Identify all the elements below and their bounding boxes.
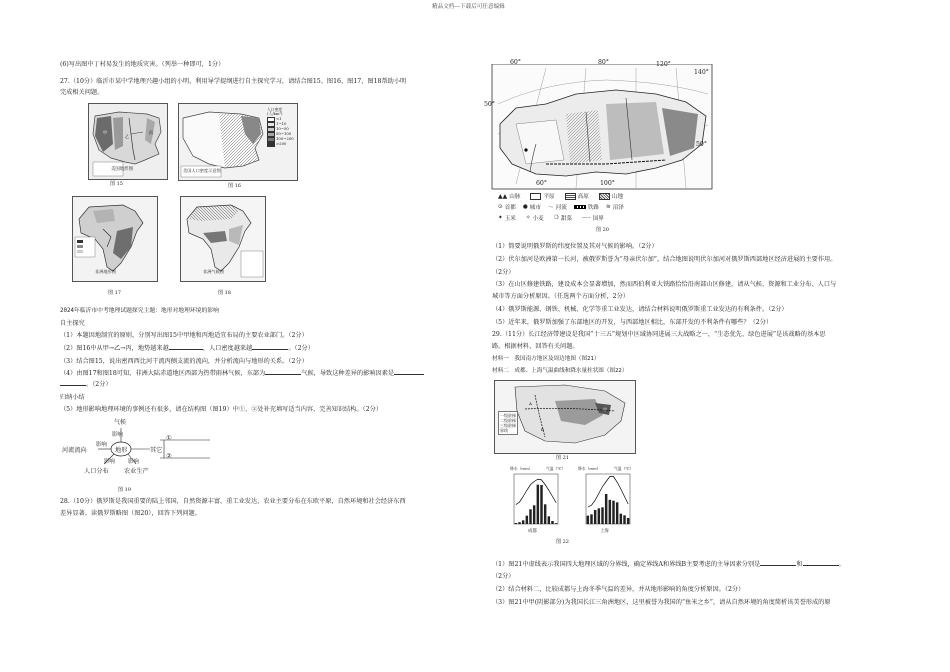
edge-label-influence: 影响 [104,459,115,465]
chengdu-precip-bar [518,522,520,524]
q28-part3-line2: 城市等方面分析原因。（任选两个方面分析，2分） [492,293,629,300]
blank-marker-1[interactable]: ① [166,434,172,442]
chengdu-precip-bar [540,485,542,524]
q27-part2-text-c: 。（2分） [288,345,314,352]
q27-part4-tail [60,380,112,390]
legend-label: 二级阶梯 [500,418,516,423]
legend-label: 50~100 [276,131,292,137]
answer-blank[interactable] [60,385,86,386]
chengdu-precip-bar [533,505,535,524]
shanghai-precip-bar [601,507,603,524]
q27-part1: （1）本题因地制宜的原则，分别写出图15中甲地和丙地适宜布局的主要农业部门。（2分） [60,332,308,339]
exploration-theme: 2024年临沂市中考地理试题探究主题：地形对地理环境的影响 [60,308,219,314]
legend-label: 100~200 [276,136,294,142]
chengdu-precip-bar [544,504,546,524]
legend-corn: ✦ 玉米 [498,215,516,222]
shanghai-precip-bar [598,508,600,524]
legend-beet: ❍ 甜菜 [553,215,572,222]
legend-label: 三级阶梯 [500,423,516,428]
q28-part4: （4）俄罗斯能源、钢铁、机械、化学等重工业发达，请结合材料说明俄罗斯重工业发达的有利条件。（2分） [492,306,788,313]
legend-swamp: ≋ 沼泽 [606,204,624,211]
lat-label: 60° [536,180,547,187]
lat-label: 50° [696,141,707,148]
figure-19-caption: 图 19 [118,487,131,493]
figure-22-caption: 图 22 [556,539,569,545]
legend-label: 界线 [500,428,508,433]
self-explore-heading: 自主探究 [60,320,85,327]
legend-label: >200 [276,141,287,147]
lat-label: 140° [694,69,709,76]
q28-part1: （1）简要说明俄罗斯的纬度位置及其对气候的影响。（2分） [492,243,658,250]
legend-wheat: ✧ 小麦 [525,215,544,222]
figure-18-title: 非洲气候图 [203,269,224,274]
edge-label-influence: 影响 [128,459,139,465]
y-axis-right-label: 气温（℃） [546,466,566,471]
svg-text:A: A [529,401,532,406]
city-label-shanghai: 上海 [600,529,609,534]
legend-river: 〜 河流 [547,205,567,211]
q28-part3-line1: （3）在山区修建铁路，建设成本会显著增加，然而西伯利亚大铁路恰恰沿南部山区修建，请从气候、资源和工业分布、人口与 [492,281,837,288]
chengdu-precip-bar [526,516,528,524]
material-1: 材料一 我国南方地区及周边地图（图21） [492,356,600,362]
shanghai-precip-bar [616,502,618,524]
q28-part2-line1: （2）伏尔加河是欧洲第一长河，被俄罗斯誉为“母亲伏尔加”，结合地图说明伏尔加河对俄罗斯西部地区经济进展的主要作用。 [492,256,837,263]
node-climate: 气候 [114,419,127,426]
legend-label: <1 [276,116,282,122]
shanghai-precip-bar [609,500,611,524]
legend-railway: 铁路 [574,203,599,211]
q28-part5: （5）近年来，俄罗斯加强了东部地区的开发，与西部地区相比，东部开发的不利条件有哪些？（2分） [492,319,773,326]
figure-16-legend [267,108,294,147]
svg-text:甲: 甲 [103,130,107,135]
legend-item [267,142,294,147]
q29-intro-line1: 29.（11分）长江经济带建设是我国“十三五”规划中区域协同进展三大战略之一，“生态优先、绿色进展”是该战略的基本思 [492,331,826,338]
figure-16-us-population-density [178,103,298,181]
chengdu-precip-bar [529,509,531,524]
q27-part4 [60,369,424,379]
shanghai-precip-bar [623,515,625,524]
q27-part4-text-c: 。（2分） [86,381,112,388]
figure-15-title: 美国地形图 [111,167,133,172]
node-other: 其它 [150,447,163,454]
q29-part2: （2）结合材料二，比较成都与上海冬季气温的差异，并从地形影响的角度分析原因。（2分） [492,586,745,593]
figure-21-caption: 图 21 [556,455,569,461]
chengdu-plot-frame [514,474,558,524]
summary-heading: 归纳小结 [60,394,85,401]
q28-part2-line2: （2分） [492,269,515,276]
figure-15-caption: 图 15 [110,181,123,187]
q27-part5: （5）地形影响地理环境的事例还有很多，请在结构图（图19）中①、②处补充填写适当内容，完善知识结构。（2分） [60,406,383,413]
legend-capital: ⊙ 首都 [498,204,516,211]
legend-border: -·-·- 国界 [582,215,604,222]
q29-intro-line2: 路。根据材料，回答有关问题。 [492,343,579,350]
climate-chart-svg [508,466,638,536]
svg-text:丙: 丙 [149,130,153,135]
legend-title: 人口密度 [267,107,283,112]
shanghai-precip-bar [605,494,607,524]
city-label-chengdu: 成都 [528,529,537,534]
q29-part1-score: （2分） [492,573,515,580]
answer-blank[interactable] [394,374,424,375]
q29-part3: （3）图21中甲(阴影部分)为我国长江三角洲地区，这里被誉为我国的“鱼米之乡”，请从自然环境的角度简析该美誉形成的原 [492,599,831,606]
figure-16-title: 美国人口密度示意图 [183,168,221,173]
lat-label: 80° [598,59,609,66]
answer-blank[interactable] [252,349,288,350]
q28-line2: 差异显著。读俄罗斯略图（图20），回答下列问题。 [60,510,201,517]
shanghai-precip-bar [612,501,614,524]
q27-part2-text-a: （2）图16中从甲→乙→丙，地势越来越 [60,345,169,352]
legend-plateau: 高原 [565,192,589,200]
chengdu-precip-bar [548,516,550,524]
figure-17-caption: 图 17 [108,290,121,296]
node-population: 人口分布 [84,468,109,475]
answer-blank[interactable] [265,374,301,375]
shanghai-precip-bar [594,510,596,524]
shanghai-precip-bar [590,514,592,524]
material-2: 材料二 成都、上海气温曲线和降水量柱状图（图22） [492,368,628,374]
figure-18-caption: 图 18 [218,290,231,296]
figure-17-title: 非洲地形图 [95,269,116,274]
q29-part1 [492,560,845,570]
lat-label: 50° [484,101,495,108]
legend-city: ● 城市 [522,204,541,211]
figure-16-caption: 图 16 [228,183,241,189]
legend-plain: 平原 [530,192,554,200]
shanghai-precip-bar [627,518,629,524]
svg-text:乙: 乙 [125,134,129,139]
lat-label: 60° [510,59,521,66]
chengdu-precip-bar [551,521,553,524]
node-terrain: 地形 [115,447,128,454]
lat-label: 120° [656,61,671,68]
q28-line1: 28.（10分）俄罗斯是我国重要的陆上邻国，自然资源丰富，重工业发达，农业主要分布在东欧平原，自然环境和社会经济东西 [60,498,406,505]
q27-part2-text-b: ，人口密度越来越 [202,345,253,352]
edge-label-influence: 影响 [96,442,107,448]
figure-20-legend [498,192,710,222]
y-axis-left-label: 降水（mm） [510,466,533,471]
legend-unit: (人/km²) [267,111,283,117]
figure-18-africa-climate [180,196,266,282]
legend-label: 1~10 [276,121,287,127]
legend-upland: 山地 [599,192,623,200]
figure-17-africa-topography [72,196,158,282]
figure-21-legend [498,411,518,435]
answer-blank[interactable] [169,349,203,350]
figure-22-climate-charts [508,466,638,536]
y-axis-left-label: 降水（mm） [578,466,601,471]
q27-part4-text-b: 气候，导致这种差异的影响因素是 [301,370,395,377]
q26-part6: (6)写出图中丁村易发生的地质灾害。（列举一种即可，1分） [60,61,225,68]
y-axis-right-label: 气温（℃） [614,466,634,471]
figure-20-caption: 图 20 [596,227,609,233]
chengdu-precip-bar [515,523,517,524]
legend-label: 一级阶梯 [500,413,516,418]
lat-label: 100° [600,180,615,187]
node-agriculture: 农业生产 [124,468,149,475]
answer-blank[interactable] [760,565,796,566]
blank-marker-2[interactable]: ② [166,452,172,460]
shanghai-precip-bar [587,516,589,524]
q27-intro-line2: 完成相关问题。 [60,89,104,96]
legend-mountain: ▲▲ 山脉 [498,192,521,200]
svg-text:B: B [541,427,544,432]
legend-label: 10~50 [276,126,289,132]
chengdu-precip-bar [537,485,539,524]
chengdu-precip-bar [555,523,557,524]
q29-part1-text-c: 。 [838,561,845,568]
q27-part4-text-a: （4）由图17和图18可知，非洲大陆赤道地区西部为热带雨林气候，东部为 [60,370,266,377]
q27-intro-line1: 27.（10分）临沂市某中学地理兴趣小组的小明，利用导学提纲进行自主探究学习，请结合图15、图16、图17、图18帮助小明 [60,78,407,85]
shanghai-precip-bar [620,514,622,524]
answer-blank[interactable] [803,565,839,566]
figure-15-us-topography [88,103,168,180]
chengdu-precip-bar [522,520,524,524]
figure-21-south-china-map [494,380,636,454]
node-river-flow: 河流流向 [62,447,87,454]
edge-label-influence: 影响 [112,432,123,438]
figure-20-russia-map [484,59,718,230]
q29-part1-text-b: 和 [796,561,803,568]
page-header-watermark: 精品文档---下载后可任意编辑 [432,4,505,10]
figure-19-knowledge-structure [60,416,260,486]
q27-part2 [60,344,314,354]
q27-part3: （3）结合图15，说出密西西比河干流丙侧支流的流向，并分析流向与地形的关系。（2分） [60,358,308,365]
q29-part1-text-a: （1）图21中虚线表示我国四大地理区域的分界线，确定界线A和界线B主要考虑的主导因素分别是 [492,561,761,568]
svg-text:甲: 甲 [603,407,607,412]
